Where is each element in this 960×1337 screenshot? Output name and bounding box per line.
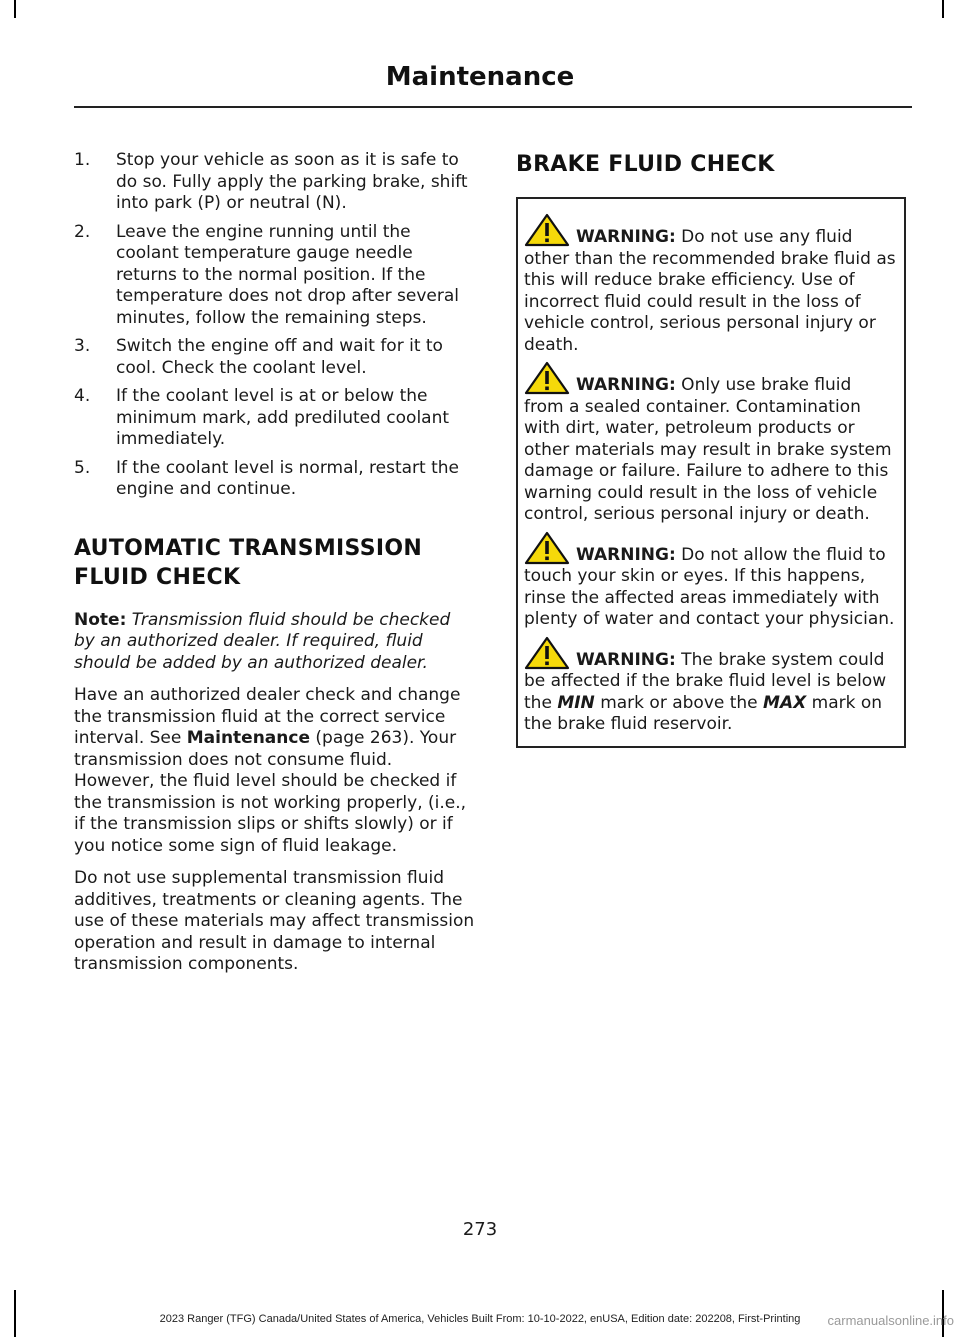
warning-triangle-icon <box>524 361 570 395</box>
footer-text: 2023 Ranger (TFG) Canada/United States of America, Vehicles Built From: 10-10-2022, enUSA, Edition date: 202208, First-Printing <box>159 1313 801 1325</box>
warning-triangle-icon <box>524 531 570 565</box>
list-item <box>74 150 476 215</box>
max-mark-label: MAX <box>763 692 807 713</box>
right-column <box>516 150 906 748</box>
header-divider <box>74 106 912 108</box>
heading-line: FLUID CHECK <box>74 564 241 590</box>
step-text: Stop your vehicle as soon as it is safe to do so. Fully apply the parking brake, shift into park (P) or neutral (N). <box>116 150 468 213</box>
min-mark-label: MIN <box>557 692 595 713</box>
list-item <box>74 336 476 379</box>
list-item <box>74 458 476 501</box>
left-column <box>74 150 476 987</box>
heading-line: AUTOMATIC TRANSMISSION <box>74 535 423 561</box>
warning-item <box>524 650 896 736</box>
warning-label: WARNING: <box>576 649 676 670</box>
warning-triangle-icon <box>524 636 570 670</box>
crop-mark <box>942 0 944 18</box>
warning-text: Do not allow the fluid to touch your skin or eyes. If this happens, rinse the affected areas immediately with plenty of water and contact your physician. <box>524 544 895 629</box>
step-number: 5. <box>74 457 91 478</box>
maintenance-link[interactable]: Maintenance <box>186 728 310 748</box>
step-text: If the coolant level is at or below the minimum mark, add prediluted coolant immediately. <box>116 386 450 449</box>
list-item <box>74 386 476 451</box>
step-number: 1. <box>74 150 91 170</box>
body-paragraph: Do not use supplemental transmission fluid additives, treatments or cleaning agents. The use of these materials may affect transmission operation and result in damage to internal transmission components. <box>74 868 475 974</box>
step-text: Switch the engine off and wait for it to cool. Check the coolant level. <box>116 336 443 378</box>
paragraph-text: Have an authorized dealer check and change the transmission fluid at the correct service interval. See <box>74 685 461 748</box>
paragraph-text: (page 263). Your transmission does not consume fluid. However, the fluid level should be checked if the transmission is not working properly, (i.e., if the transmission slips or shifts slowly) or if you notice some sign of fluid leakage. <box>74 728 467 856</box>
note-label: Note: <box>74 609 127 630</box>
step-text: If the coolant level is normal, restart the engine and continue. <box>116 457 459 499</box>
page-title: Maintenance <box>385 62 575 92</box>
watermark: carmanualsonline.info <box>827 1313 954 1328</box>
step-number: 2. <box>74 221 91 242</box>
section-heading: BRAKE FLUID CHECK <box>516 152 775 177</box>
warning-item <box>524 375 896 526</box>
warning-box <box>516 197 906 748</box>
warning-item <box>524 227 896 356</box>
coolant-steps-list <box>74 150 476 501</box>
body-paragraph <box>74 685 476 857</box>
warning-label: WARNING: <box>576 227 676 247</box>
warning-triangle-icon <box>524 213 570 247</box>
warning-label: WARNING: <box>576 375 676 395</box>
warning-text: mark or above the <box>594 692 764 713</box>
note-text: Transmission fluid should be checked by an authorized dealer. If required, fluid should be added by an authorized dealer. <box>74 609 451 673</box>
section-heading <box>74 534 476 592</box>
list-item <box>74 222 476 330</box>
step-number: 4. <box>74 386 91 406</box>
warning-text: Only use brake fluid from a sealed container. Contamination with dirt, water, petroleum products or other materials may result in brake system damage or failure. Failure to adhere to this warning could result in the loss of vehicle control, serious personal injury or death. <box>524 375 892 524</box>
warning-item <box>524 545 896 631</box>
warning-text: mark on the brake fluid reservoir. <box>524 692 883 734</box>
step-text: Leave the engine running until the coolant temperature gauge needle returns to the normal position. If the temperature does not drop after several minutes, follow the remaining steps. <box>116 221 460 328</box>
warning-label: WARNING: <box>576 544 676 565</box>
crop-mark <box>14 0 16 18</box>
note-paragraph <box>74 610 476 675</box>
step-number: 3. <box>74 336 91 356</box>
warning-text: The brake system could be affected if the brake fluid level is below the <box>524 649 887 713</box>
warning-text: Do not use any fluid other than the recommended brake fluid as this will reduce brake efficiency. Use of incorrect fluid could result in the loss of vehicle control, serious personal injury or death. <box>524 227 896 355</box>
page-number: 273 <box>462 1219 498 1240</box>
